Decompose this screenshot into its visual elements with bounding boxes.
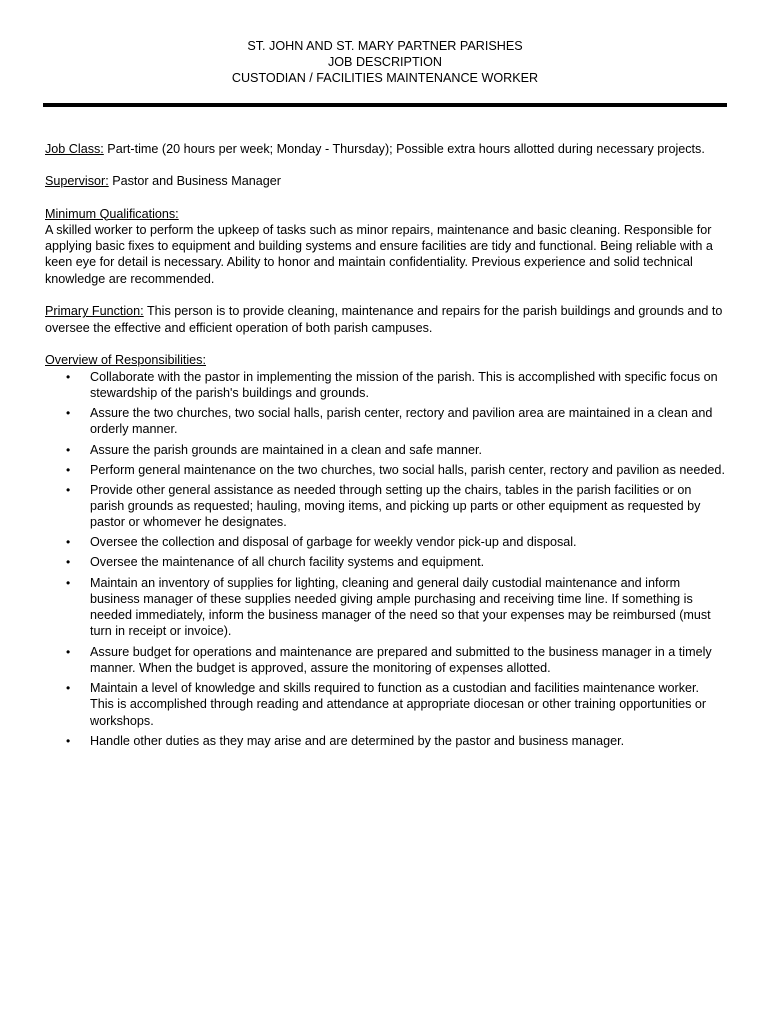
bullet-icon: • (66, 369, 71, 384)
primary-function-section (45, 303, 725, 336)
header-divider (43, 103, 727, 107)
bullet-icon: • (66, 442, 71, 457)
list-item-text: Assure the two churches, two social halls, parish center, rectory and pavilion area are maintained in a clean and orderly manner. (90, 406, 713, 437)
header-position-title: CUSTODIAN / FACILITIES MAINTENANCE WORKER (231, 71, 539, 86)
overview-section (45, 352, 725, 749)
bullet-icon: • (66, 680, 71, 695)
bullet-icon: • (66, 575, 71, 590)
overview-label: Overview of Responsibilities: (45, 353, 206, 368)
list-item (45, 369, 725, 402)
list-item (45, 644, 725, 677)
list-item-text: Provide other general assistance as needed through setting up the chairs, tables in the parish facilities or on parish grounds as requested; hauling, moving items, and picking up parts or other equipment as requested by pastor or whomever he designates. (90, 482, 701, 530)
supervisor-section (45, 173, 725, 189)
minimum-qualifications-label: Minimum Qualifications: (45, 206, 179, 221)
bullet-icon: • (66, 535, 71, 550)
list-item (45, 554, 725, 570)
job-class-label: Job Class: (45, 142, 104, 156)
job-class-text: Part-time (20 hours per week; Monday - Thursday); Possible extra hours allotted during necessary projects. (103, 142, 705, 156)
document-body (45, 141, 725, 753)
list-item (45, 405, 725, 438)
header-doc-type: JOB DESCRIPTION (327, 55, 443, 70)
supervisor-label: Supervisor: (45, 173, 109, 188)
responsibilities-list (45, 369, 725, 749)
list-item-text: Oversee the maintenance of all church facility systems and equipment. (90, 555, 485, 570)
list-item (45, 575, 725, 640)
minimum-qualifications-section (45, 206, 725, 287)
list-item-text: Collaborate with the pastor in implementing the mission of the parish. This is accomplished with specific focus on stewardship of the parish's buildings and grounds. (90, 369, 718, 401)
bullet-icon: • (66, 555, 71, 570)
list-item-text: Assure the parish grounds are maintained in a clean and safe manner. (90, 442, 483, 457)
list-item-text: Handle other duties as they may arise and are determined by the pastor and business manager. (90, 733, 625, 748)
list-item-text: Perform general maintenance on the two churches, two social halls, parish center, rectory and pavilion as needed. (90, 462, 725, 477)
header-parish-name: ST. JOHN AND ST. MARY PARTNER PARISHES (247, 39, 523, 53)
document-header (0, 38, 770, 87)
list-item (45, 462, 725, 478)
list-item (45, 442, 725, 458)
bullet-icon: • (66, 733, 71, 748)
list-item-text: Assure budget for operations and maintenance are prepared and submitted to the business manager in a timely manner. When the budget is approved, assure the monitoring of expenses allotted. (90, 644, 712, 675)
list-item-text: Maintain an inventory of supplies for lighting, cleaning and general daily custodial maintenance and inform business manager of these supplies needed giving ample purchasing and receiving time line. If something is needed immediately, inform the business manager of the need so that your expenses may be reimbursed (must turn in receipt or invoice). (90, 575, 711, 639)
supervisor-text: Pastor and Business Manager (108, 173, 281, 188)
bullet-icon: • (66, 644, 71, 659)
minimum-qualifications-text: A skilled worker to perform the upkeep of tasks such as minor repairs, maintenance and basic cleaning. Responsible for applying basic fixes to equipment and building systems and ensure facilities are tidy and functional. Being reliable with a keen eye for detail is necessary. Ability to honor and maintain confidentiality. Previous experience and solid technical knowledge are recommended. (45, 222, 713, 286)
primary-function-label: Primary Function: (45, 304, 144, 319)
bullet-icon: • (66, 406, 71, 421)
list-item (45, 534, 725, 550)
bullet-icon: • (66, 462, 71, 477)
list-item-text: Maintain a level of knowledge and skills required to function as a custodian and facilities maintenance worker. This is accomplished through reading and attendance at appropriate diocesan or other training opportunities or workshops. (90, 680, 707, 728)
list-item-text: Oversee the collection and disposal of garbage for weekly vendor pick-up and disposal. (90, 535, 577, 550)
primary-function-text: This person is to provide cleaning, maintenance and repairs for the parish buildings and grounds and to oversee the effective and efficient operation of both parish campuses. (45, 304, 723, 335)
list-item (45, 733, 725, 749)
bullet-icon: • (66, 482, 71, 497)
list-item (45, 482, 725, 531)
job-class-section (45, 141, 725, 157)
list-item (45, 680, 725, 729)
